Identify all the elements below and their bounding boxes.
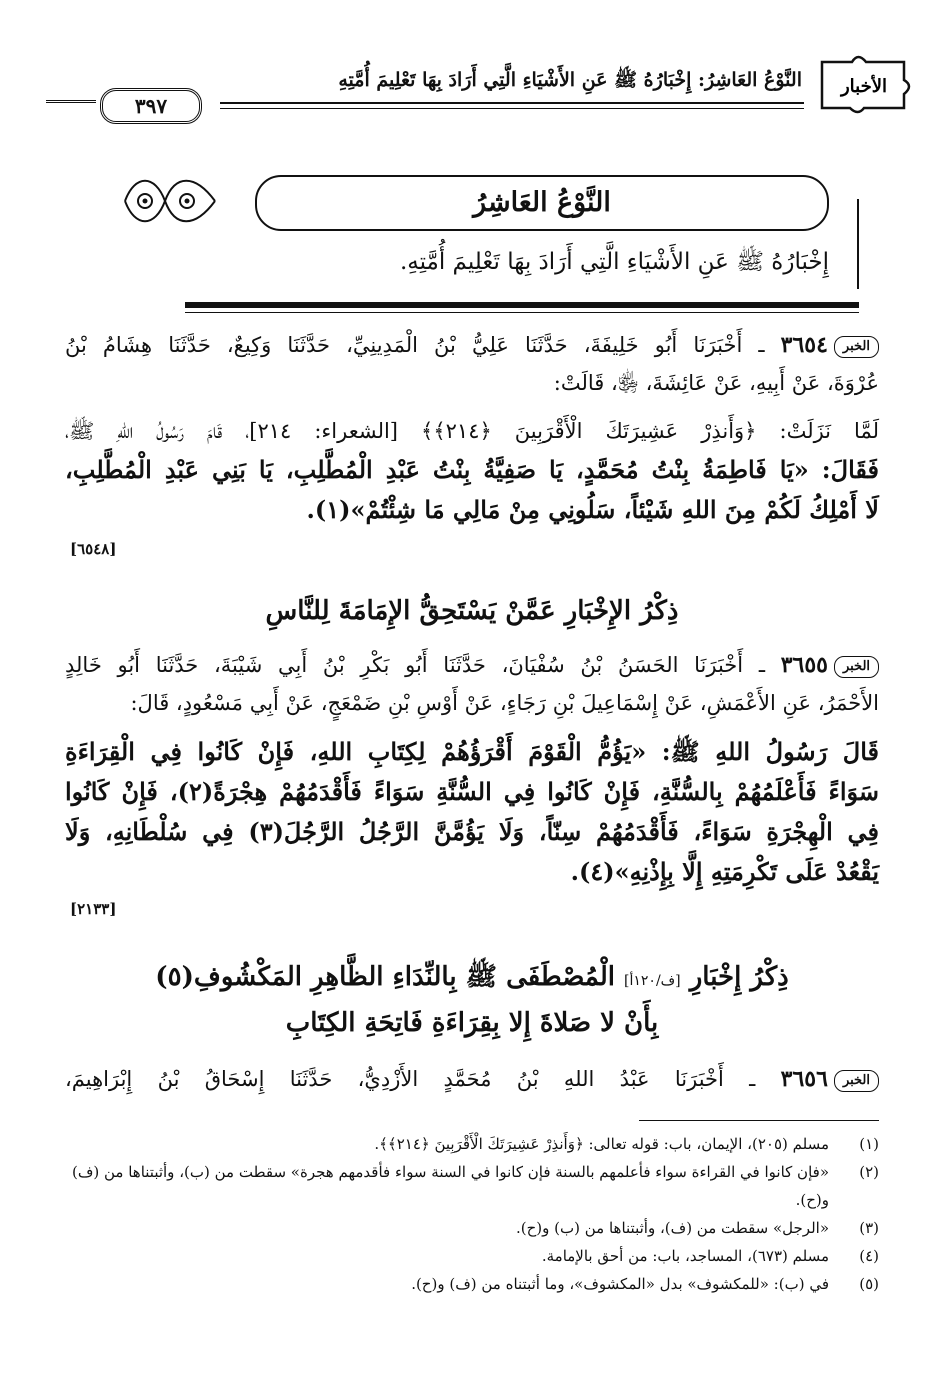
hadith-matn: فَقَالَ: «يَا فَاطِمَةُ بِنْتُ مُحَمَّدٍ، يَا صَفِيَّةُ بِنْتُ عَبْدِ الْمُطَّلِبِ، يَا بَنِي عَبْدِ الْمُطَّلِبِ، — [65, 455, 879, 484]
footnote-rule — [639, 1120, 879, 1121]
footnote: (٤) مسلم (٦٧٣)، المساجد، باب: من أحق بالإمامة. — [541, 1247, 879, 1265]
section-label: الأخبار — [840, 76, 888, 97]
floral-ornament-icon — [115, 169, 225, 233]
footnotes — [65, 1130, 879, 1298]
heading-text: ذِكْرُ إِخْبَارِ — [689, 962, 789, 992]
chapter-rule-thick — [185, 302, 859, 308]
footnote: (٢) «فإن كانوا في القراءة سواء فأعلمهم بالسنة فإن كانوا في السنة سواء فأقدمهم هجرة» سقطت من (ب)، وأثبتناها من (ف) و(ح). — [71, 1163, 879, 1209]
chapter-title: النَّوْعُ العَاشِرُ — [255, 175, 829, 231]
hadith-matn: يَقْعُدْ عَلَى تَكْرِمَتِهِ إِلَّا بِإِذْنِهِ»(٤). — [570, 857, 879, 886]
header-rule-thin — [220, 108, 804, 109]
chapter-title-box — [115, 175, 859, 293]
hadith-number: ٣٦٥٤ — [780, 332, 828, 358]
hadith-matn: فِي الْهِجْرَةِ سَوَاءً، فَأَقْدَمُهُمْ سِنّاً، وَلَا يَؤُمَّنَّ الرَّجُلُ الرَّجُلَ(٣) فِي سُلْطَانِهِ، وَلَا — [65, 817, 879, 846]
header-rule — [220, 102, 804, 104]
hadith-3654 — [65, 326, 879, 530]
hadith-badge: الخبر — [834, 656, 879, 678]
hadith-number: ٣٦٥٦ — [780, 1066, 828, 1092]
hadith-matn: لَا أَمْلِكُ لَكُمْ مِنَ اللهِ شَيْئاً، سَلُونِي مِنْ مَالِي مَا شِئْتُمْ»(١). — [306, 495, 879, 524]
hadith-matn: سَوَاءً فَأَعْلَمُهُمْ بِالسُّنَّةِ، فَإِنْ كَانُوا فِي السُّنَّةِ سَوَاءً فَأَقْدَمُهُمْ هِجْرَةً(٢)، فَإِنْ كَانُوا — [65, 777, 879, 806]
section-heading-line2: بِأَنْ لا صَلاةَ إِلا بِقِرَاءَةِ فَاتِحَةِ الكِتَابِ — [285, 1008, 659, 1038]
hadith-3656 — [65, 1060, 879, 1098]
hadith-matn: قَالَ رَسُولُ اللهِ ﷺ: «يَؤُمُّ الْقَوْمَ أَقْرَؤُهُمْ لِكِتَابِ اللهِ، فَإِنْ كَانُوا فِي الْقِرَاءَةِ — [65, 737, 879, 766]
hadith-badge: الخبر — [834, 336, 879, 358]
hadith-text: عُرْوَةَ، عَنْ أَبِيهِ، عَنْ عَائِشَةَ، ﵂، قَالَتْ: — [553, 371, 879, 395]
chapter-subtitle: إِخْبَارُهُ ﷺ عَنِ الأَشْيَاءِ الَّتِي أَرَادَ بِهَا تَعْلِيمَ أُمَّتِهِ. — [399, 249, 829, 275]
manuscript-marker: [ف/١٢٠أ] — [624, 973, 681, 989]
chapter-rule-thin — [185, 312, 859, 313]
footnote: (١) مسلم (٢٠٥)، الإيمان، باب: قوله تعالى: ﴿وَأَنذِرْ عَشِيرَتَكَ الْأَقْرَبِينَ ﴿٢١٤﴾﴾. — [374, 1135, 879, 1153]
heading-text: الْمُصْطَفَى ﷺ بِالنِّدَاءِ الظَّاهِرِ المَكْشُوفِ(٥) — [155, 962, 615, 992]
footnote: (٣) «الرجل» سقطت من (ف)، وأثبتناها من (ب) و(ح). — [515, 1219, 879, 1237]
running-header — [100, 52, 914, 118]
section-heading: ذِكْرُ الإِخْبَارِ عَمَّنْ يَسْتَحِقُّ الإِمَامَةَ لِلنَّاسِ — [265, 596, 679, 626]
footnote: (٥) في (ب): «للمكشوف» بدل «المكشوف»، وما أثبتناه من (ف) و(ح). — [411, 1275, 879, 1293]
puzzle-ornament-icon — [814, 52, 914, 116]
hadith-text: ـ أَخْبَرَنَا أَبُو خَلِيفَةَ، حَدَّثَنَا عَلِيُّ بْنُ الْمَدِينِيِّ، حَدَّثَنَا وَكِيعٌ، حَدَّثَنَا هِشَامُ بْنُ — [65, 333, 765, 357]
hadith-number: ٣٦٥٥ — [780, 652, 828, 678]
hadith-text: الأَحْمَرُ، عَنِ الأَعْمَشِ، عَنْ إِسْمَاعِيلَ بْنِ رَجَاءٍ، عَنْ أَوْسِ بْنِ ضَمْعَجٍ، عَنْ أَبِي مَسْعُودٍ، قَالَ: — [130, 691, 879, 715]
hadith-text: ـ أَخْبَرَنَا الحَسَنُ بْنُ سُفْيَانَ، حَدَّثَنَا أَبُو بَكْرِ بْنُ أَبِي شَيْبَةَ، حَدَّثَنَا أَبُو خَالِدٍ — [65, 653, 765, 677]
page-number: ٣٩٧ — [100, 88, 202, 124]
hadith-3655 — [65, 646, 879, 892]
section-heading — [60, 960, 884, 998]
hadith-text: لَمَّا نَزَلَتْ: ﴿وَأَنذِرْ عَشِيرَتَكَ الْأَقْرَبِينَ ﴿٢١٤﴾﴾ [الشعراء: ٢١٤]، قَامَ رَسُولُ اللهِ ﷺ، — [65, 419, 879, 443]
hadith-text: ـ أَخْبَرَنَا عَبْدُ اللهِ بْنُ مُحَمَّدٍ الأَزْدِيُّ، حَدَّثَنَا إِسْحَاقُ بْنُ إِبْرَاهِيمَ، — [65, 1067, 756, 1091]
hadith-reference: [٢١٣٣] — [70, 900, 117, 918]
running-title: النَّوْعُ العَاشِرُ: إِخْبَارُهُ ﷺ عَنِ الأَشْيَاءِ الَّتِي أَرَادَ بِهَا تَعْلِيمَ أُمَّتِهِ — [338, 69, 802, 91]
hadith-badge: الخبر — [834, 1070, 879, 1092]
page-number-rule — [46, 100, 96, 103]
hadith-reference: [٦٥٤٨] — [70, 540, 117, 558]
